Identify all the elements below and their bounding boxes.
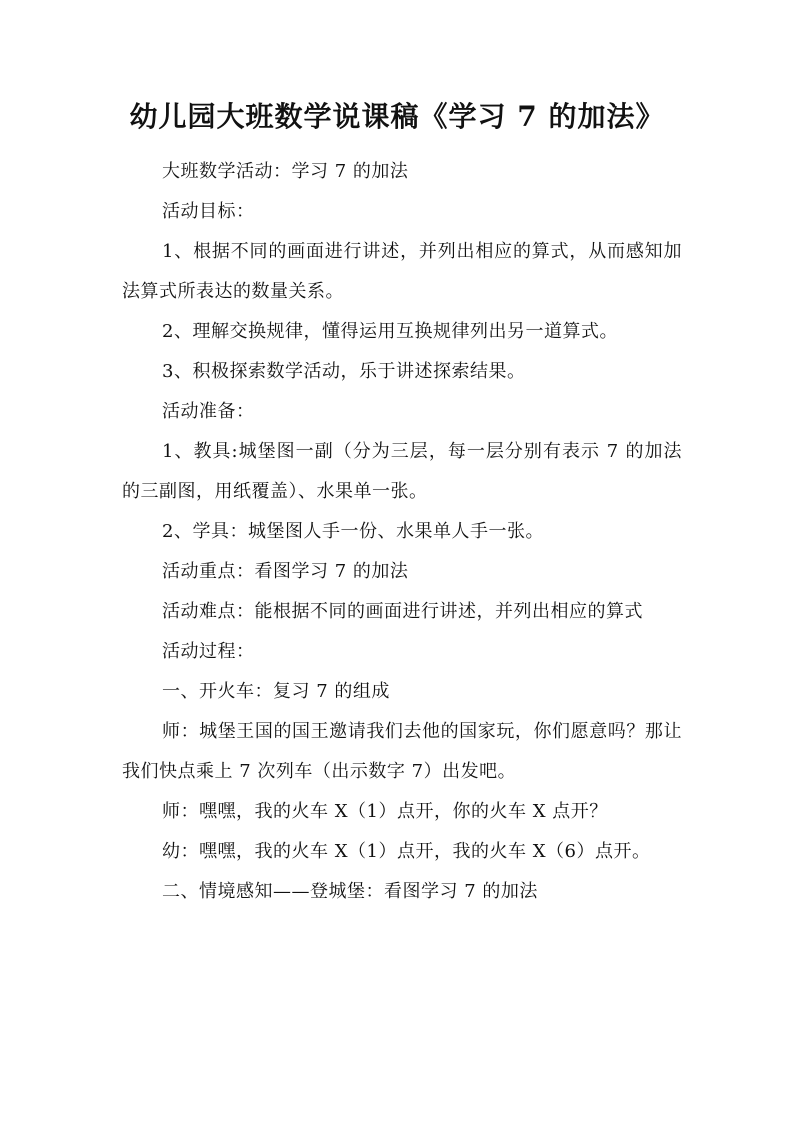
paragraph: 大班数学活动：学习 7 的加法 xyxy=(162,161,409,182)
document-title: 幼儿园大班数学说课稿《学习 7 的加法》 xyxy=(129,100,665,133)
paragraph: 1、教具:城堡图一副（分为三层，每一层分别有表示 7 的加法的三副图，用纸覆盖）、水果单一张。 xyxy=(122,441,682,502)
paragraph: 二、情境感知——登城堡：看图学习 7 的加法 xyxy=(162,881,538,902)
paragraph: 活动难点：能根据不同的画面进行讲述，并列出相应的算式 xyxy=(162,601,643,622)
paragraph: 活动重点：看图学习 7 的加法 xyxy=(162,561,409,582)
paragraph: 幼：嘿嘿，我的火车 X（1）点开，我的火车 X（6）点开。 xyxy=(162,841,651,862)
document-body xyxy=(122,152,682,912)
paragraph: 活动目标： xyxy=(162,201,255,222)
paragraph: 2、学具：城堡图人手一份、水果单人手一张。 xyxy=(162,521,544,542)
paragraph: 一、开火车：复习 7 的组成 xyxy=(162,681,390,702)
paragraph: 师：嘿嘿，我的火车 X（1）点开，你的火车 X 点开？ xyxy=(162,801,608,822)
paragraph: 师：城堡王国的国王邀请我们去他的国家玩，你们愿意吗？那让我们快点乘上 7 次列车（出示数字 7）出发吧。 xyxy=(122,721,682,782)
paragraph: 活动过程： xyxy=(162,641,255,662)
paragraph: 1、根据不同的画面进行讲述，并列出相应的算式，从而感知加法算式所表达的数量关系。 xyxy=(122,241,682,302)
paragraph: 3、积极探索数学活动，乐于讲述探索结果。 xyxy=(162,361,526,382)
paragraph: 2、理解交换规律，懂得运用互换规律列出另一道算式。 xyxy=(162,321,618,342)
paragraph: 活动准备： xyxy=(162,401,255,422)
